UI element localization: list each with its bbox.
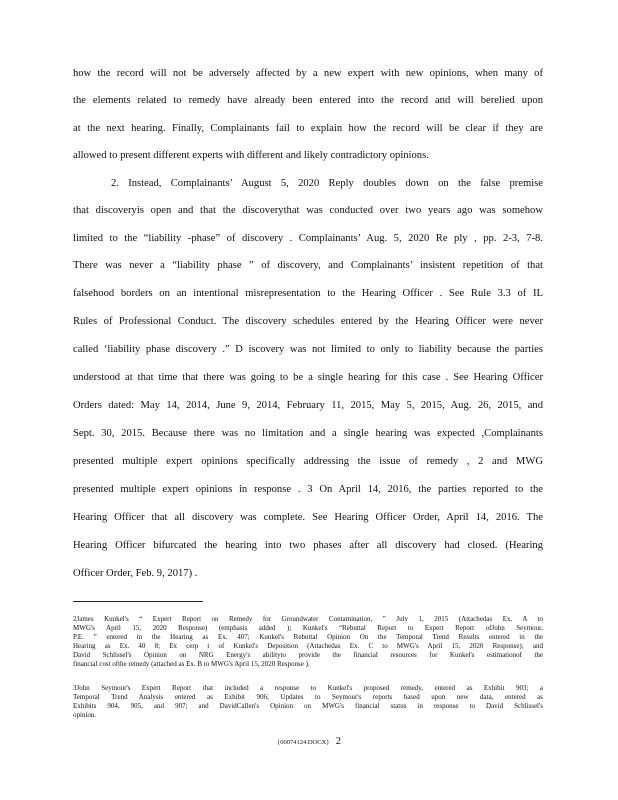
document-code: {00074124.DOCX} bbox=[277, 739, 330, 746]
footnote-separator bbox=[73, 601, 203, 602]
footnote-line-6: financial cost ofthe remedy (attached as Ex. B to MWG's April 15, 2020 Response ). bbox=[73, 660, 310, 668]
footnote-line-8: Temporal Trend Analysis entered as Exhibit 906; Updates to Seymour's reports based upon new data, entered as bbox=[73, 693, 543, 701]
body-line-18: Hearing Officer bifurcated the hearing into two phases after all discovery had closed. (Hearing bbox=[73, 540, 543, 551]
body-line-17: Hearing Officer that all discovery was complete. See Hearing Officer Order, April 14, 2016. The bbox=[73, 512, 543, 523]
body-line-15: presented multiple expert opinions specifically addressing the issue of remedy , 2 and MWG bbox=[73, 456, 543, 467]
footnote-line-10: opinion. bbox=[73, 711, 97, 719]
body-line-16: presented multiple expert opinions in response . 3 On April 14, 2016, the parties reported to the bbox=[73, 484, 543, 495]
body-line-13: Orders dated: May 14, 2014, June 9, 2014, February 11, 2015, May 5, 2015, Aug. 26, 2015, and bbox=[73, 400, 543, 411]
footnote-line-7: 3John Seymour's Expert Report that included a response to Kunkel's proposed remedy, entered as Exhibit 903; a bbox=[73, 684, 543, 692]
footnote-line-9: Exhibits 904, 905, and 907; and DavidCallen's Opinion on MWG's financial status in response to David Schlissel's bbox=[73, 702, 543, 710]
body-line-5: 2. Instead, Complainants’ August 5, 2020 Reply doubles down on the false premise bbox=[111, 178, 543, 189]
body-line-11: called ‘liability phase discovery .” D iscovery was not limited to only to liability because the parties bbox=[73, 344, 543, 355]
footnote-line-2: MWG's April 15, 2020 Response) (emphasis added ); Kunkel's “Rebuttal Report to Expert Report ofJohn Seymour, bbox=[73, 624, 543, 632]
body-line-6: that discoveryis open and that the discoverythat was conducted over two years ago was somehow bbox=[73, 205, 543, 216]
body-line-14: Sept. 30, 2015. Because there was no limitation and a single hearing was expected ,Complainants bbox=[73, 428, 543, 439]
footnote-line-5: David Schlissel's Opinion on NRG Energy's abilityto provide the financial resources for Kunkel's estimationof the bbox=[73, 651, 543, 659]
body-line-2: the elements related to remedy have already been entered into the record and will berelied upon bbox=[73, 95, 543, 106]
body-line-3: at the next hearing. Finally, Complainants fail to explain how the record will be clear if they are bbox=[73, 123, 543, 134]
footnote-line-4: Hearing as Ex. 40 8; Ex cerp t of Kunkel's Deposition (Attachedas Ex. C to MWG's April 15, 2020 Response); and bbox=[73, 642, 543, 650]
body-line-9: falsehood borders on an intentional misrepresentation to the Hearing Officer . See Rule 3.3 of IL bbox=[73, 288, 543, 299]
body-line-12: understood at that time that there was going to be a single hearing for this case . See Hearing Officer bbox=[73, 372, 543, 383]
body-line-19: Officer Order, Feb. 9, 2017) . bbox=[73, 568, 198, 579]
page-number: 2 bbox=[335, 736, 341, 747]
body-line-1: how the record will not be adversely affected by a new expert with new opinions, when many of bbox=[73, 68, 543, 79]
page-footer bbox=[0, 736, 618, 747]
footnote-line-1: 2James Kunkel's “ Expert Report on Remedy for Groundwater Contamination, ” July 1, 2015 (Attachedas Ex. A to bbox=[73, 615, 543, 623]
footnote-line-3: P.E. ” entered in the Hearing as Ex. 407; Kunkel's Rebuttal Opinion On the Temporal Trend Results entered in the bbox=[73, 633, 543, 641]
body-line-7: limited to the “liability -phase” of discovery . Complainants’ Aug. 5, 2020 Re ply , pp. 2-3, 7-8. bbox=[73, 233, 543, 244]
body-line-4: allowed to present different experts with different and likely contradictory opinions. bbox=[73, 150, 429, 161]
body-line-10: Rules of Professional Conduct. The discovery schedules entered by the Hearing Officer were never bbox=[73, 316, 543, 327]
body-line-8: There was never a “liability phase ” of discovery, and Complainants’ insistent repetition of that bbox=[73, 260, 543, 271]
